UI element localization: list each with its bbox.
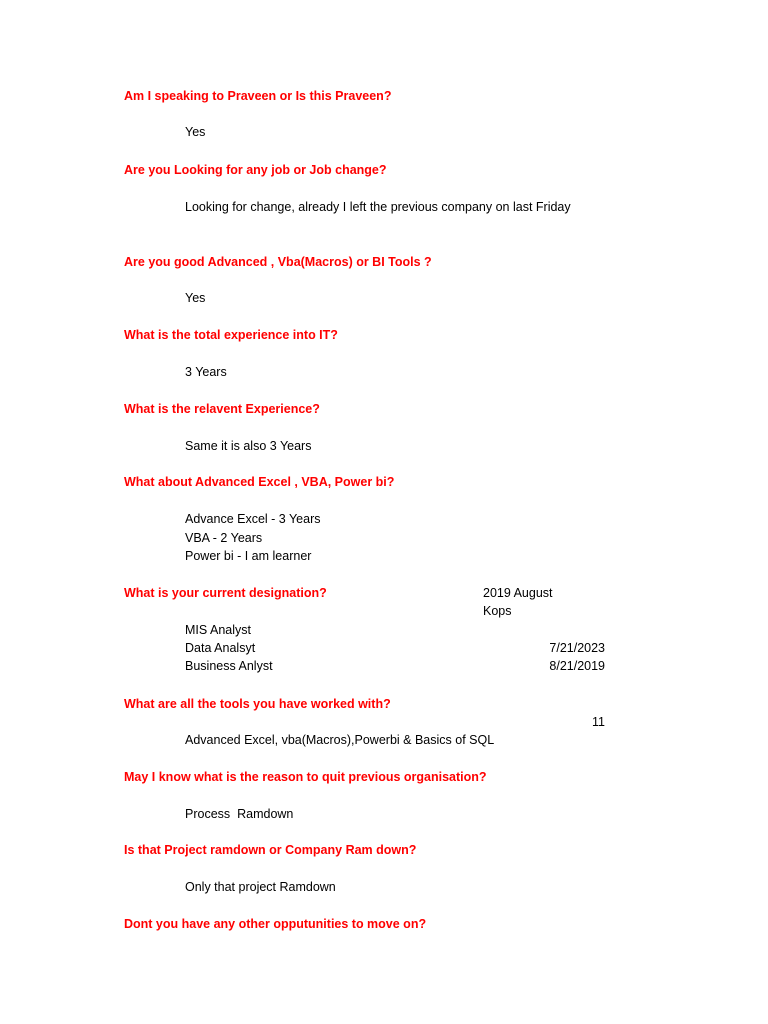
- answer-4: 3 Years: [185, 365, 227, 379]
- question-8: What are all the tools you have worked with?: [124, 697, 391, 711]
- question-7: What is your current designation?: [124, 586, 327, 600]
- answer-1: Yes: [185, 125, 206, 139]
- answer-3: Yes: [185, 291, 206, 305]
- answer-10: Only that project Ramdown: [185, 880, 336, 894]
- answer-7-line-2: Data Analsyt: [185, 641, 256, 655]
- question-11: Dont you have any other opputunities to move on?: [124, 917, 427, 931]
- side-note-start: 2019 August: [483, 586, 553, 600]
- answer-6-line-1: Advance Excel - 3 Years: [185, 512, 321, 526]
- answer-2: Looking for change, already I left the previous company on last Friday: [185, 200, 571, 214]
- question-5: What is the relavent Experience?: [124, 402, 320, 416]
- answer-8: Advanced Excel, vba(Macros),Powerbi & Basics of SQL: [185, 733, 495, 747]
- answer-7-line-3: Business Anlyst: [185, 659, 273, 673]
- answer-5: Same it is also 3 Years: [185, 439, 312, 453]
- question-1: Am I speaking to Praveen or Is this Praveen?: [124, 89, 392, 103]
- question-4: What is the total experience into IT?: [124, 328, 338, 342]
- question-6: What about Advanced Excel , VBA, Power bi?: [124, 475, 395, 489]
- answer-9: Process Ramdown: [185, 807, 294, 821]
- answer-7-line-1: MIS Analyst: [185, 623, 251, 637]
- answer-6-line-2: VBA - 2 Years: [185, 531, 263, 545]
- question-9: May I know what is the reason to quit previous organisation?: [124, 770, 487, 784]
- question-3: Are you good Advanced , Vba(Macros) or BI Tools ?: [124, 255, 432, 269]
- answer-6-line-3: Power bi - I am learner: [185, 549, 312, 563]
- question-10: Is that Project ramdown or Company Ram down?: [124, 843, 417, 857]
- side-note-number: 11: [592, 715, 605, 729]
- side-note-company: Kops: [483, 604, 512, 618]
- side-note-start-date: 8/21/2019: [549, 659, 605, 673]
- question-2: Are you Looking for any job or Job change?: [124, 163, 387, 177]
- side-note-end-date: 7/21/2023: [549, 641, 605, 655]
